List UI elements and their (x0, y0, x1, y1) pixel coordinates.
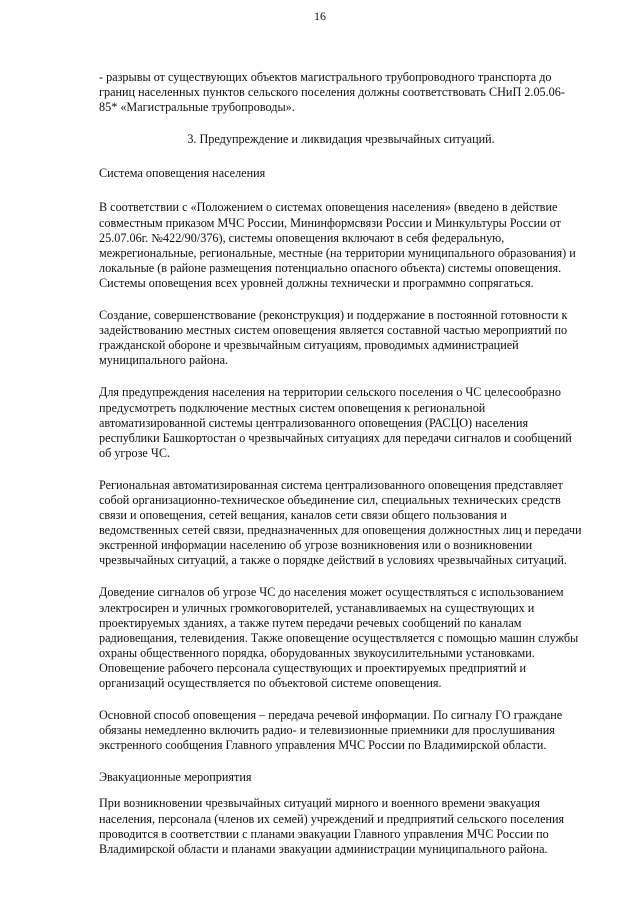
paragraph-system-readiness: Создание, совершенствование (реконструкция) и поддержание в постоянной готовности к задействованию местных систем оповещения является составной частью мероприятий по гражданской обороне и чрезвычайным ситуациям, проводимых администрацией муниципального района. (99, 308, 568, 368)
section-heading-emergencies: 3. Предупреждение и ликвидация чрезвычайных ситуаций. (187, 132, 495, 147)
paragraph-evacuation: При возникновении чрезвычайных ситуаций мирного и военного времени эвакуация населения, персонала (членов их семей) учреждений и предприятий сельского поселения проводится в соответствии с планами эвакуации Главного управления МЧС России по Владимирской области и планами эвакуации администрации муниципального района. (99, 796, 565, 856)
paragraph-signal-delivery: Доведение сигналов об угрозе ЧС до населения может осуществляться с использованием электросирен и уличных громкоговорителей, устанавливаемых на существующих и проектируемых зданиях, а также путем передачи речевых сообщений по каналам радиовещания, телевидения. Также оповещение осуществляется с помощью машин службы охраны общественного порядка, оборудованных звукоусилительными установками. Оповещение рабочего персонала существующих и проектируемых предприятий и организаций осуществляется по объектовой системе оповещения. (99, 585, 579, 690)
subheading-warning-system: Система оповещения населения (99, 166, 266, 181)
document-body (99, 70, 583, 857)
paragraph-main-warning-method: Основной способ оповещения – передача речевой информации. По сигналу ГО граждане обязаны немедленно включить радио- и телевизионные приемники для прослушивания экстренного сообщения Главного управления МЧС России по Владимирской области. (99, 708, 563, 753)
paragraph-warning-regulation: В соответствии с «Положением о системах оповещения населения» (введено в действие совместным приказом МЧС России, Мининформсвязи России и Минкультуры России от 25.07.06г. №422/90/376), системы оповещения включают в себя федеральную, межрегиональные, региональные, местные (на территории муниципального образования) и локальные (в районе размещения потенциально опасного объекта) системы оповещения. Системы оповещения всех уровней должны технически и программно сопрягаться. (99, 200, 576, 290)
paragraph-regional-system: Региональная автоматизированная система централизованного оповещения представляет собой организационно-техническое объединение сил, специальных технических средств связи и оповещения, сетей вещания, каналов сети связи общего пользования и ведомственных сетей связи, предназначенных для оповещения должностных лиц и передачи экстренной информации населению об угрозе возникновения или о возникновении чрезвычайных ситуаций, а также о порядке действий в условиях чрезвычайных ситуаций. (99, 477, 582, 568)
page-number: 16 (314, 9, 326, 23)
paragraph-pipeline-setbacks: - разрывы от существующих объектов магистрального трубопроводного транспорта до границ населенных пунктов сельского поселения должны соответствовать СНиП 2.05.06-85* «Магистральные трубопроводы». (99, 70, 565, 115)
paragraph-rasco-connection: Для предупреждения населения на территории сельского поселения о ЧС целесообразно предусмотреть подключение местных систем оповещения к региональной автоматизированной системы централизованного оповещения (РАСЦО) населения республики Башкортостан о чрезвычайных ситуациях для передачи сигналов и сообщений об угрозе ЧС. (99, 385, 572, 460)
subheading-evacuation: Эвакуационные мероприятия (99, 770, 252, 785)
